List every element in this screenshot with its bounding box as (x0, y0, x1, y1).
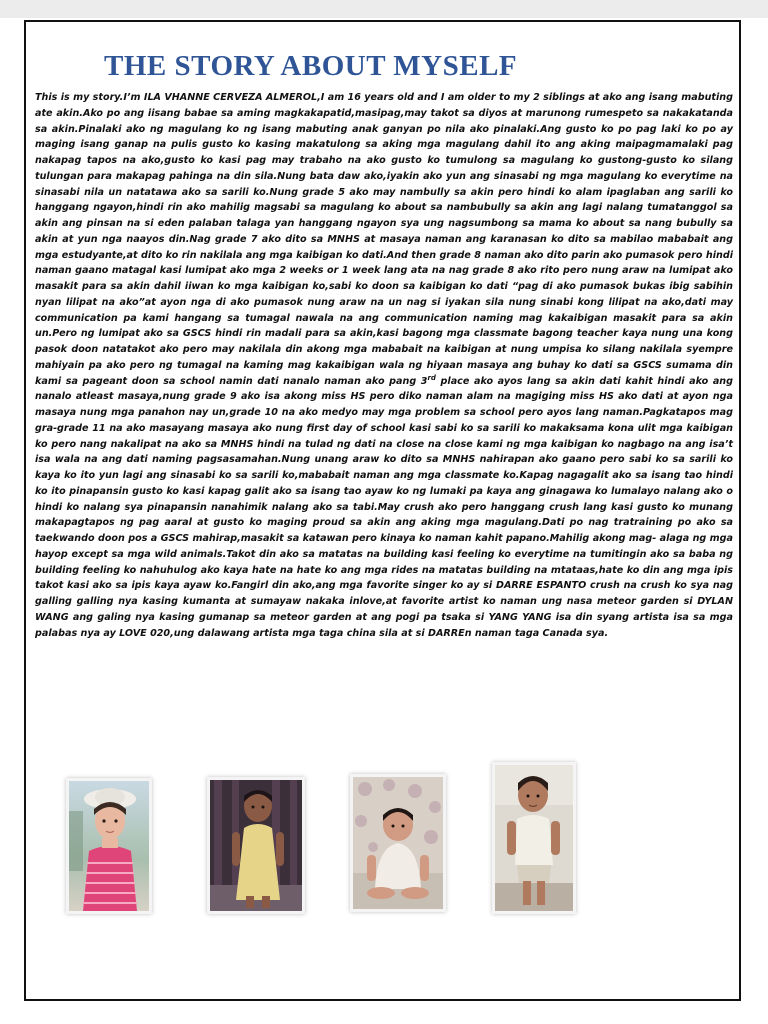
story-text-part-1: This is my story.I’m ILA VHANNE CERVEZA ALMEROL,I am 16 years old and I am older to my 2 siblings at ako ang isang mabuting ate akin.Ako po ang iisang babae sa aming magkakapatid,masipag,may takot sa diyos at marunong rumespeto sa nakakatanda sa akin.Pinalaki ako ng magulang ko ng isang mabuting anak ganyan po nila ako pinalaki.Ang gusto ko po pag laki ko po ay maging isang ganap na pulis gusto ko kasing makatulong sa aking mga magulang dahil ito ang aking maipagmamalaki pag nakapag tapos na ako,gusto ko kasi pag may trabaho na ako gusto ko tumulong sa magulang ko gustong-gusto ko silang tulungan para makapag pahinga na din sila.Nung bata daw ako,iyakin ako yun ang sinasabi ng mga magulang ko everytime na sinasabi nila un natatawa ako sa sarili ko.Nung grade 5 ako may nambully sa akin pero hindi ko alam ipaglaban ang sarili ko hanggang ngayon,hindi rin ako mahilig magsabi sa magulang ko about sa nambubully sa akin ang lagi nalang tumatanggol sa akin ang pinsan na si eden palaban talaga yan hanggang ngayon sya ung nagsumbong sa mama ko about sa nang bubully sa akin at yun nga naayos din.Nag grade 7 ako dito sa MNHS at masaya naman ang karanasan ko dito sa mabilao mababait ang mga estudyante,at dito ko rin nakilala ang mga kaibigan ko dati.And then grade 8 naman ako dito parin ako pumasok pero hindi naman gaano matagal kasi lumipat ako mga 2 weeks or 1 week lang ata na nag grade 8 ako rito pero nung araw na lumipat ako masakit para sa akin dahil iiwan ko mga kaibigan ko,sabi ko doon sa kaibigan ko dati “pag di ako pumasok bukas ibig sabihin nyan lilipat na ako”at ayon nga di ako pumasok nung araw na un nag si iyakan sila nung sinabi kong lilipat na ako,dati may communication pa kami hangang sa tumagal nawala na ang communication naming mag kakaibigan masakit para sa akin un.Pero ng lumipat ako sa GSCS hindi rin madali para sa akin,kasi bagong mga classmate bagong teacher kaya nung una kong pasok doon natatakot ako pero may nakilala din akong mga mababait na kaibigan at nung umpisa ko silang nakilala syempre mahiyain pa ako pero ng tumagal na kaming mag kakaibigan wala ng hiyaan masaya ang buhay ko dati sa GSCS sumama din kami sa pageant doon sa school namin dati nanalo naman ako pang 3 (35, 92, 733, 387)
ordinal-superscript: rd (427, 373, 436, 382)
childhood-photo-4 (492, 762, 576, 914)
story-text-part-2: place ako ayos lang sa akin dati kahit hindi ako ang nanalo atleast masaya,nung grade 9 ako isa akong miss HS pero diko naman alam na magiging miss HS ako dati at ayon nga masaya nung mga panahon nay un,grade 10 na ako medyo may mga problem sa school pero ayos lang naman.Pagkatapos mag gra-grade 11 na ako masayang masaya ako nung first day of school kasi sabi ko sa sarili ko makaksama kona ulit mga kaibigan ko pero nang nakalipat na ako sa MNHS hindi na tulad ng dati na close na close kami ng mga kaibigan ko nagbago na ang isa’t isa wala na ang dati naming pagsasamahan.Nung unang araw ko dito sa MNHS nahirapan ako gaano pero sabi ko sa sarili ko kaya ko ito yun lagi ang sinasabi ko sa sarili ko,mababait naman ang mga classmate ko.Kapag nagagalit ako sa isang tao hindi ko ito pinapansin gusto ko kasi kapag galit ako sa isang tao ayaw ko ng lumaki pa kaya ang ginagawa ko lumalayo nalang ako o hindi ko nalang sya pinapansin nanahimik nalang ako sa tabi.May crush ako pero hanggang crush lang kasi gusto ko munang makapagtapos ng pag aaral at gusto ko maging proud sa akin ang aking mga magulang.Dati po nag tratraining po ako sa taekwando doon pos a GSCS mahirap,masakit sa katawan pero kinaya ko naman kahit papano.Mahilig akong mag- alaga ng mga hayop except sa mga wild animals.Takot din ako sa matatas na building kasi feeling ko everytime na tumitingin ako sa baba ng building feeling ko nahuhulog ako kaya hate na hate ko ang mga rides na matatas building na mtataas,hate ko din ang mga ipis takot kasi ako sa ipis kaya ayaw ko.Fangirl din ako,ang mga favorite singer ko ay si DARRE ESPANTO crush na crush ko sya nag galling galling nya kasing kumanta at sumayaw nakaka inlove,at favorite artist ko naman ung nasa meteor garden si DYLAN WANG ang galing nya kasing gumanap sa meteor garden at ang pogi pa tsaka si YANG YANG isa din syang artista isa sa mga palabas nya ay LOVE 020,ung dalawang artista mga taga china sila at si DARREn naman taga Canada sya. (35, 375, 733, 639)
story-paragraph (35, 90, 733, 641)
childhood-photo-2 (207, 777, 305, 914)
document-title: THE STORY ABOUT MYSELF (104, 50, 518, 82)
childhood-photo-3 (350, 774, 446, 912)
page-top-band (0, 0, 768, 18)
childhood-photo-1 (66, 778, 152, 914)
